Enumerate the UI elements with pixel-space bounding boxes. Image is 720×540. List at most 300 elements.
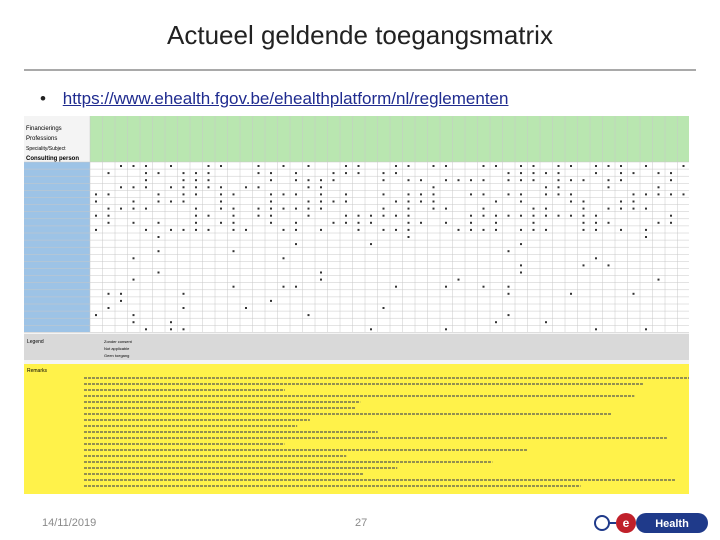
matrix-cell-mark xyxy=(108,208,110,210)
matrix-cell-mark xyxy=(645,236,647,238)
matrix-cell-mark xyxy=(258,208,260,210)
matrix-cell-mark xyxy=(470,222,472,224)
matrix-cell-mark xyxy=(483,179,485,181)
matrix-cell-mark xyxy=(570,179,572,181)
matrix-cell-mark xyxy=(133,257,135,259)
matrix-cell-mark xyxy=(558,179,560,181)
matrix-cell-mark xyxy=(370,328,372,330)
matrix-cell-mark xyxy=(183,229,185,231)
matrix-cell-mark xyxy=(108,307,110,309)
matrix-cell-mark xyxy=(208,215,210,217)
matrix-cell-mark xyxy=(158,272,160,274)
matrix-cell-mark xyxy=(483,286,485,288)
matrix-cell-mark xyxy=(508,293,510,295)
matrix-cell-mark xyxy=(195,208,197,210)
matrix-cell-mark xyxy=(133,279,135,281)
logo-ring-icon xyxy=(595,516,609,530)
matrix-cell-mark xyxy=(595,328,597,330)
matrix-cell-mark xyxy=(445,222,447,224)
matrix-cell-mark xyxy=(308,186,310,188)
matrix-cell-mark xyxy=(408,215,410,217)
matrix-cell-mark xyxy=(170,186,172,188)
matrix-cell-mark xyxy=(120,165,122,167)
matrix-cell-mark xyxy=(233,208,235,210)
row-header-speciality: Speciality/Subject xyxy=(26,146,66,152)
matrix-cell-mark xyxy=(320,179,322,181)
matrix-cell-mark xyxy=(220,165,222,167)
slide-title: Actueel geldende toegangsmatrix xyxy=(167,20,553,50)
matrix-cell-mark xyxy=(658,172,660,174)
remarks-label: Remarks xyxy=(27,368,48,374)
matrix-cell-mark xyxy=(595,215,597,217)
matrix-cell-mark xyxy=(520,165,522,167)
matrix-cell-mark xyxy=(195,229,197,231)
matrix-cell-mark xyxy=(658,186,660,188)
matrix-cell-mark xyxy=(370,215,372,217)
matrix-cell-mark xyxy=(383,208,385,210)
matrix-cell-mark xyxy=(633,201,635,203)
matrix-cell-mark xyxy=(533,172,535,174)
matrix-cell-mark xyxy=(220,208,222,210)
matrix-cell-mark xyxy=(108,172,110,174)
matrix-cell-mark xyxy=(158,172,160,174)
matrix-cell-mark xyxy=(183,186,185,188)
matrix-cell-mark xyxy=(333,201,335,203)
matrix-cell-mark xyxy=(295,179,297,181)
matrix-cell-mark xyxy=(358,165,360,167)
matrix-cell-mark xyxy=(620,201,622,203)
matrix-cell-mark xyxy=(133,321,135,323)
matrix-cell-mark xyxy=(470,229,472,231)
matrix-cell-mark xyxy=(608,186,610,188)
matrix-cell-mark xyxy=(433,186,435,188)
matrix-cell-mark xyxy=(208,229,210,231)
matrix-cell-mark xyxy=(670,215,672,217)
matrix-cell-mark xyxy=(495,201,497,203)
matrix-cell-mark xyxy=(595,222,597,224)
matrix-cell-mark xyxy=(208,165,210,167)
matrix-cell-mark xyxy=(208,179,210,181)
matrix-cell-mark xyxy=(308,165,310,167)
matrix-cell-mark xyxy=(183,293,185,295)
matrix-cell-mark xyxy=(545,193,547,195)
matrix-cell-mark xyxy=(108,215,110,217)
matrix-cell-mark xyxy=(620,208,622,210)
matrix-cell-mark xyxy=(508,172,510,174)
matrix-cell-mark xyxy=(320,272,322,274)
matrix-cell-mark xyxy=(658,222,660,224)
matrix-cell-mark xyxy=(145,179,147,181)
matrix-cell-mark xyxy=(258,215,260,217)
matrix-cell-mark xyxy=(95,314,97,316)
matrix-cell-mark xyxy=(445,208,447,210)
matrix-cell-mark xyxy=(320,208,322,210)
matrix-cell-mark xyxy=(295,172,297,174)
matrix-cell-mark xyxy=(295,193,297,195)
matrix-cell-mark xyxy=(658,193,660,195)
matrix-cell-mark xyxy=(408,165,410,167)
matrix-cell-mark xyxy=(170,321,172,323)
matrix-cell-mark xyxy=(233,193,235,195)
legend-item-1: Zonder consent xyxy=(104,339,132,344)
matrix-cell-mark xyxy=(545,208,547,210)
matrix-cell-mark xyxy=(345,165,347,167)
page-number: 27 xyxy=(355,517,368,529)
matrix-cell-mark xyxy=(620,165,622,167)
matrix-cell-mark xyxy=(233,250,235,252)
matrix-cell-mark xyxy=(408,229,410,231)
matrix-cell-mark xyxy=(595,165,597,167)
matrix-cell-mark xyxy=(133,208,135,210)
matrix-cell-mark xyxy=(470,179,472,181)
matrix-cell-mark xyxy=(320,279,322,281)
matrix-cell-mark xyxy=(133,201,135,203)
matrix-cell-mark xyxy=(245,229,247,231)
matrix-cell-mark xyxy=(158,250,160,252)
matrix-cell-mark xyxy=(183,193,185,195)
matrix-cell-mark xyxy=(433,165,435,167)
matrix-cell-mark xyxy=(495,165,497,167)
matrix-cell-mark xyxy=(395,201,397,203)
matrix-cell-mark xyxy=(270,222,272,224)
matrix-cell-mark xyxy=(533,208,535,210)
matrix-cell-mark xyxy=(570,293,572,295)
matrix-cell-mark xyxy=(295,208,297,210)
matrix-cell-mark xyxy=(120,293,122,295)
matrix-cell-mark xyxy=(320,186,322,188)
matrix-cell-mark xyxy=(120,300,122,302)
matrix-cell-mark xyxy=(308,208,310,210)
matrix-cell-mark xyxy=(158,236,160,238)
matrix-cell-mark xyxy=(195,215,197,217)
logo-health-text: Health xyxy=(655,518,689,530)
matrix-cell-mark xyxy=(508,193,510,195)
matrix-cell-mark xyxy=(633,208,635,210)
matrix-cell-mark xyxy=(170,165,172,167)
matrix-cell-mark xyxy=(108,222,110,224)
matrix-cell-mark xyxy=(183,179,185,181)
matrix-cell-mark xyxy=(95,215,97,217)
matrix-cell-mark xyxy=(645,328,647,330)
matrix-cell-mark xyxy=(320,201,322,203)
matrix-cell-mark xyxy=(483,165,485,167)
matrix-cell-mark xyxy=(533,215,535,217)
matrix-cell-mark xyxy=(395,165,397,167)
matrix-cell-mark xyxy=(420,222,422,224)
header-band xyxy=(90,116,689,162)
matrix-cell-mark xyxy=(458,179,460,181)
matrix-cell-mark xyxy=(520,215,522,217)
matrix-cell-mark xyxy=(520,272,522,274)
matrix-cell-mark xyxy=(333,222,335,224)
matrix-cell-mark xyxy=(595,229,597,231)
matrix-cell-mark xyxy=(358,229,360,231)
matrix-cell-mark xyxy=(345,172,347,174)
matrix-cell-mark xyxy=(508,215,510,217)
matrix-cell-mark xyxy=(608,208,610,210)
matrix-cell-mark xyxy=(508,179,510,181)
matrix-cell-mark xyxy=(283,165,285,167)
matrix-cell-mark xyxy=(383,229,385,231)
matrix-cell-mark xyxy=(295,222,297,224)
matrix-cell-mark xyxy=(683,193,685,195)
matrix-cell-mark xyxy=(220,201,222,203)
matrix-cell-mark xyxy=(370,222,372,224)
matrix-image xyxy=(24,116,689,494)
matrix-cell-mark xyxy=(95,229,97,231)
matrix-cell-mark xyxy=(570,201,572,203)
matrix-cell-mark xyxy=(158,193,160,195)
matrix-cell-mark xyxy=(383,215,385,217)
matrix-cell-mark xyxy=(308,215,310,217)
matrix-cell-mark xyxy=(408,222,410,224)
matrix-cell-mark xyxy=(570,193,572,195)
matrix-cell-mark xyxy=(583,201,585,203)
matrix-cell-mark xyxy=(520,201,522,203)
matrix-cell-mark xyxy=(608,264,610,266)
matrix-cell-mark xyxy=(470,215,472,217)
matrix-cell-mark xyxy=(345,193,347,195)
matrix-cell-mark xyxy=(345,201,347,203)
matrix-cell-mark xyxy=(333,172,335,174)
matrix-cell-mark xyxy=(520,243,522,245)
matrix-cell-mark xyxy=(608,165,610,167)
matrix-cell-mark xyxy=(270,193,272,195)
matrix-cell-mark xyxy=(170,229,172,231)
matrix-cell-mark xyxy=(520,264,522,266)
matrix-cell-mark xyxy=(145,165,147,167)
matrix-cell-mark xyxy=(358,172,360,174)
matrix-cell-mark xyxy=(520,172,522,174)
matrix-cell-mark xyxy=(545,215,547,217)
matrix-cell-mark xyxy=(458,279,460,281)
matrix-cell-mark xyxy=(583,215,585,217)
legend-item-2: Not applicable xyxy=(104,346,130,351)
matrix-cell-mark xyxy=(445,165,447,167)
title-divider xyxy=(24,69,696,71)
matrix-cell-mark xyxy=(220,193,222,195)
matrix-cell-mark xyxy=(233,215,235,217)
matrix-cell-mark xyxy=(383,172,385,174)
matrix-cell-mark xyxy=(345,222,347,224)
matrix-cell-mark xyxy=(520,229,522,231)
matrix-cell-mark xyxy=(570,165,572,167)
matrix-cell-mark xyxy=(533,229,535,231)
matrix-cell-mark xyxy=(383,179,385,181)
matrix-cell-mark xyxy=(270,179,272,181)
matrix-cell-mark xyxy=(270,215,272,217)
matrix-cell-mark xyxy=(395,172,397,174)
matrix-cell-mark xyxy=(633,193,635,195)
matrix-cell-mark xyxy=(245,307,247,309)
matrix-cell-mark xyxy=(108,293,110,295)
matrix-cell-mark xyxy=(445,286,447,288)
matrix-cell-mark xyxy=(420,179,422,181)
matrix-cell-mark xyxy=(183,172,185,174)
matrix-cell-mark xyxy=(133,314,135,316)
matrix-cell-mark xyxy=(620,229,622,231)
matrix-cell-mark xyxy=(583,222,585,224)
matrix-cell-mark xyxy=(583,208,585,210)
matrix-cell-mark xyxy=(258,165,260,167)
matrix-cell-mark xyxy=(395,286,397,288)
matrix-cell-mark xyxy=(608,179,610,181)
matrix-cell-mark xyxy=(270,300,272,302)
matrix-cell-mark xyxy=(495,229,497,231)
matrix-cell-mark xyxy=(133,222,135,224)
matrix-cell-mark xyxy=(533,165,535,167)
matrix-cell-mark xyxy=(283,286,285,288)
matrix-cell-mark xyxy=(633,172,635,174)
matrix-cell-mark xyxy=(495,222,497,224)
matrix-cell-mark xyxy=(145,208,147,210)
matrix-cell-mark xyxy=(495,215,497,217)
matrix-cell-mark xyxy=(270,201,272,203)
matrix-cell-mark xyxy=(208,186,210,188)
matrix-cell-mark xyxy=(433,193,435,195)
matrix-cell-mark xyxy=(283,229,285,231)
matrix-cell-mark xyxy=(383,307,385,309)
matrix-cell-mark xyxy=(408,236,410,238)
matrix-cell-mark xyxy=(545,321,547,323)
matrix-cell-mark xyxy=(95,201,97,203)
matrix-cell-mark xyxy=(170,328,172,330)
matrix-cell-mark xyxy=(483,215,485,217)
matrix-cell-mark xyxy=(233,222,235,224)
matrix-cell-mark xyxy=(258,186,260,188)
matrix-cell-mark xyxy=(583,264,585,266)
matrix-cell-mark xyxy=(470,193,472,195)
matrix-cell-mark xyxy=(658,279,660,281)
matrix-cell-mark xyxy=(308,179,310,181)
matrix-cell-mark xyxy=(270,208,272,210)
matrix-cell-mark xyxy=(395,229,397,231)
matrix-cell-mark xyxy=(283,257,285,259)
matrix-cell-mark xyxy=(408,193,410,195)
matrix-cell-mark xyxy=(558,172,560,174)
matrix-cell-mark xyxy=(395,215,397,217)
matrix-cell-mark xyxy=(558,215,560,217)
matrix-cell-mark xyxy=(283,193,285,195)
matrix-cell-mark xyxy=(570,215,572,217)
matrix-cell-mark xyxy=(295,229,297,231)
matrix-cell-mark xyxy=(595,257,597,259)
matrix-cell-mark xyxy=(420,201,422,203)
matrix-cell-mark xyxy=(345,215,347,217)
matrix-cell-mark xyxy=(233,229,235,231)
matrix-cell-mark xyxy=(620,172,622,174)
matrix-cell-mark xyxy=(295,286,297,288)
matrix-cell-mark xyxy=(195,193,197,195)
logo-e-letter: e xyxy=(622,516,630,530)
matrix-cell-mark xyxy=(333,179,335,181)
matrix-cell-mark xyxy=(533,179,535,181)
bullet-glyph: • xyxy=(40,89,46,108)
matrix-cell-mark xyxy=(358,215,360,217)
matrix-cell-mark xyxy=(408,179,410,181)
matrix-cell-mark xyxy=(133,165,135,167)
matrix-cell-mark xyxy=(670,179,672,181)
matrix-cell-mark xyxy=(520,193,522,195)
matrix-cell-mark xyxy=(245,186,247,188)
matrix-cell-mark xyxy=(145,172,147,174)
matrix-cell-mark xyxy=(545,172,547,174)
matrix-cell-mark xyxy=(670,193,672,195)
legend-item-3: Geen toegang xyxy=(104,353,130,358)
matrix-cell-mark xyxy=(595,172,597,174)
matrix-cell-mark xyxy=(133,186,135,188)
matrix-cell-mark xyxy=(520,179,522,181)
matrix-cell-mark xyxy=(320,229,322,231)
matrix-cell-mark xyxy=(645,229,647,231)
link-bullet-item xyxy=(40,89,508,109)
matrix-cell-mark xyxy=(645,193,647,195)
matrix-cell-mark xyxy=(558,186,560,188)
matrix-cell-mark xyxy=(683,165,685,167)
matrix-cell-mark xyxy=(508,250,510,252)
matrix-cell-mark xyxy=(183,328,185,330)
matrix-cell-mark xyxy=(283,208,285,210)
matrix-cell-mark xyxy=(308,201,310,203)
matrix-cell-mark xyxy=(508,286,510,288)
matrix-cell-mark xyxy=(158,201,160,203)
matrix-cell-mark xyxy=(408,201,410,203)
matrix-cell-mark xyxy=(308,314,310,316)
matrix-cell-mark xyxy=(483,193,485,195)
slide-date: 14/11/2019 xyxy=(42,517,97,529)
matrix-cell-mark xyxy=(583,229,585,231)
regulations-link[interactable]: https://www.ehealth.fgov.be/ehealthplatform/nl/reglementen xyxy=(62,89,509,108)
legend-label: Legend xyxy=(27,339,44,345)
matrix-cell-mark xyxy=(145,186,147,188)
matrix-cell-mark xyxy=(108,193,110,195)
matrix-cell-mark xyxy=(408,208,410,210)
matrix-cell-mark xyxy=(220,222,222,224)
matrix-cell-mark xyxy=(195,222,197,224)
matrix-cell-mark xyxy=(670,222,672,224)
matrix-cell-mark xyxy=(158,222,160,224)
matrix-cell-mark xyxy=(170,201,172,203)
matrix-cell-mark xyxy=(145,328,147,330)
matrix-cell-mark xyxy=(183,201,185,203)
matrix-cell-mark xyxy=(508,314,510,316)
matrix-cell-mark xyxy=(620,179,622,181)
matrix-cell-mark xyxy=(670,172,672,174)
matrix-cell-mark xyxy=(633,293,635,295)
matrix-cell-mark xyxy=(370,243,372,245)
matrix-cell-mark xyxy=(195,172,197,174)
matrix-cell-mark xyxy=(183,307,185,309)
matrix-cell-mark xyxy=(483,229,485,231)
access-matrix-spreadsheet xyxy=(24,116,689,494)
row-header-financing: Financierings xyxy=(26,126,62,132)
matrix-cell-mark xyxy=(270,172,272,174)
matrix-cell-mark xyxy=(195,186,197,188)
matrix-cell-mark xyxy=(320,193,322,195)
matrix-cell-mark xyxy=(645,208,647,210)
matrix-cell-mark xyxy=(445,179,447,181)
matrix-cell-mark xyxy=(95,193,97,195)
matrix-cell-mark xyxy=(358,222,360,224)
ehealth-logo xyxy=(592,510,710,536)
matrix-cell-mark xyxy=(645,165,647,167)
matrix-cell-mark xyxy=(545,186,547,188)
matrix-cell-mark xyxy=(483,208,485,210)
matrix-cell-mark xyxy=(445,328,447,330)
row-header-professions: Professions xyxy=(26,136,58,142)
matrix-cell-mark xyxy=(233,286,235,288)
matrix-cell-mark xyxy=(545,229,547,231)
